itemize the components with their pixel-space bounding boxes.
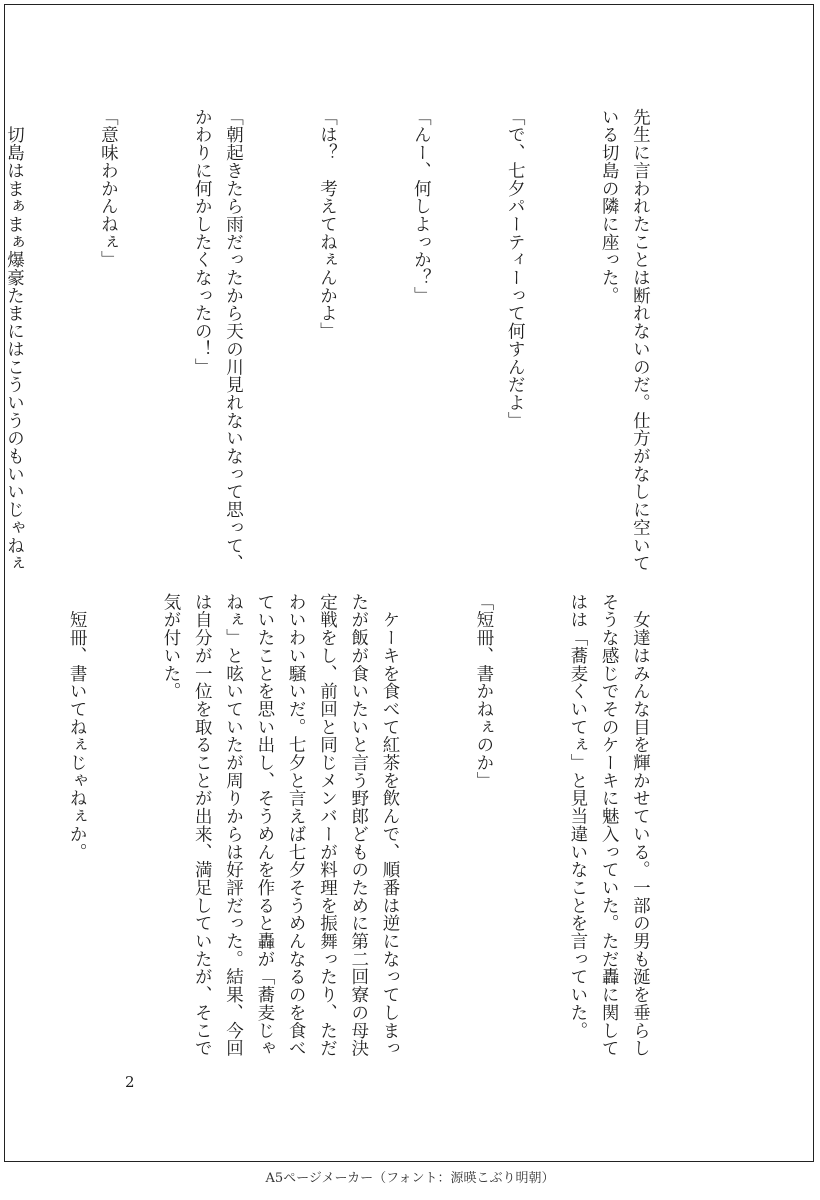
paragraph: 「朝起きたら雨だったから天の川見れないなって思って、かわりに何かしたくなったの！」 [192, 108, 244, 573]
footer-caption: A5ページメーカー（フォント：源暎こぶり明朝） [265, 1171, 555, 1186]
paragraph: 「は？ 考えてねぇんかよ」 [317, 108, 338, 341]
paragraph: 切島はまぁまぁ爆豪たまにはこういうのもいいじゃねぇ [4, 125, 25, 573]
paragraph: 女達はみんな目を輝かせている。一部の男も涎を垂らしそうな感じでそのケーキに魅入っていた。ただ轟に関してはは「蕎麦くいてぇ」と見当違いなことを言っていた。 [567, 593, 651, 1058]
page-number: 2 [125, 1073, 135, 1091]
paragraph: ケーキを食べて紅茶を飲んで、順番は逆になってしまったが飯が食いたいと言う野郎どものために第二回寮の母決定戦をし、前回と同じメンバーが料理を振舞ったり、ただわいわい騒いだ。七夕と言えば七夕そうめんなるのを食べていたことを思い出し、そうめんを作ると轟が「蕎麦じゃねぇ」と呟いていたが周りからは好評だった。結果、今回は自分が一位を取ることが出来、満足していたが、そこで気が付いた。 [160, 593, 401, 1058]
paragraph: 「短冊、書かねぇのか」 [473, 593, 494, 790]
paragraph: 先生に言われたことは断れないのだ。仕方がなしに空いている切島の隣に座った。 [599, 108, 651, 573]
upper-text-block [0, 108, 718, 588]
paragraph: 「意味わかんねぇ」 [98, 108, 119, 269]
lower-text-block [0, 593, 718, 1073]
paragraph: 短冊、書いてねぇじゃねぇか。 [67, 593, 88, 861]
paragraph: 「で、七夕パーティーって何すんだよ」 [505, 108, 526, 430]
page-frame [4, 4, 814, 1162]
paragraph: 「んー、何しよっか？」 [411, 108, 432, 305]
